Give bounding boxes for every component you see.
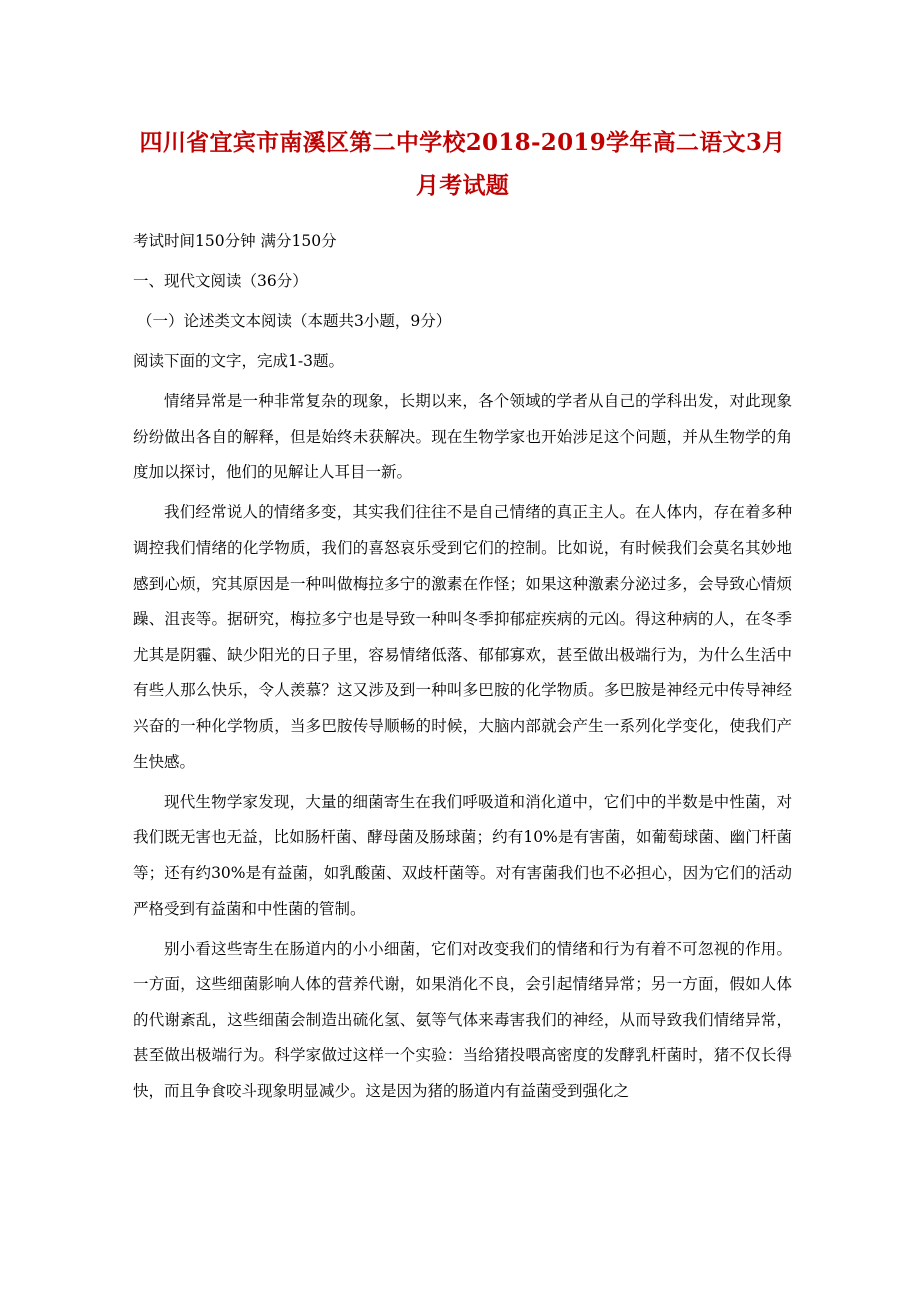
paragraph-1: 情绪异常是一种非常复杂的现象，长期以来，各个领域的学者从自己的学科出发，对此现象纷纷做出各自的解释，但是始终未获解决。现在生物学家也开始涉足这个问题，并从生物学的角度加以探讨，他们的见解让人耳目一新。 [133, 392, 792, 482]
reading-instruction: 阅读下面的文字，完成1-3题。 [133, 352, 344, 370]
section-heading: 一、现代文阅读（36分） [133, 272, 308, 290]
paragraph-2: 我们经常说人的情绪多变，其实我们往往不是自己情绪的真正主人。在人体内，存在着多种调控我们情绪的化学物质，我们的喜怒哀乐受到它们的控制。比如说，有时候我们会莫名其妙地感到心烦，究其原因是一种叫做梅拉多宁的激素在作怪；如果这种激素分泌过多，会导致心情烦躁、沮丧等。据研究，梅拉多宁也是导致一种叫冬季抑郁症疾病的元凶。得这种病的人，在冬季尤其是阴霾、缺少阳光的日子里，容易情绪低落、郁郁寡欢，甚至做出极端行为，为什么生活中有些人那么快乐，令人羡慕？这又涉及到一种叫多巴胺的化学物质。多巴胺是神经元中传导神经兴奋的一种化学物质，当多巴胺传导顺畅的时候，大脑内部就会产生一系列化学变化，使我们产生快感。 [133, 503, 792, 771]
document-title: 四川省宜宾市南溪区第二中学校2018-2019学年高二语文3月月考试题 [139, 129, 786, 199]
exam-info: 考试时间150分钟 满分150分 [133, 232, 337, 250]
subsection-heading: （一）论述类文本阅读（本题共3小题，9分） [137, 312, 452, 330]
paragraph-3: 现代生物学家发现，大量的细菌寄生在我们呼吸道和消化道中，它们中的半数是中性菌，对我们既无害也无益，比如肠杆菌、酵母菌及肠球菌；约有10%是有害菌，如葡萄球菌、幽门杆菌等；还有约30%是有益菌，如乳酸菌、双歧杆菌等。对有害菌我们也不必担心，因为它们的活动严格受到有益菌和中性菌的管制。 [133, 792, 792, 918]
paragraph-4: 别小看这些寄生在肠道内的小小细菌，它们对改变我们的情绪和行为有着不可忽视的作用。一方面，这些细菌影响人体的营养代谢，如果消化不良，会引起情绪异常；另一方面，假如人体的代谢紊乱，这些细菌会制造出硫化氢、氨等气体来毒害我们的神经，从而导致我们情绪异常，甚至做出极端行为。科学家做过这样一个实验：当给猪投喂高密度的发酵乳杆菌时，猪不仅长得快，而且争食咬斗现象明显减少。这是因为猪的肠道内有益菌受到强化之 [133, 939, 792, 1101]
